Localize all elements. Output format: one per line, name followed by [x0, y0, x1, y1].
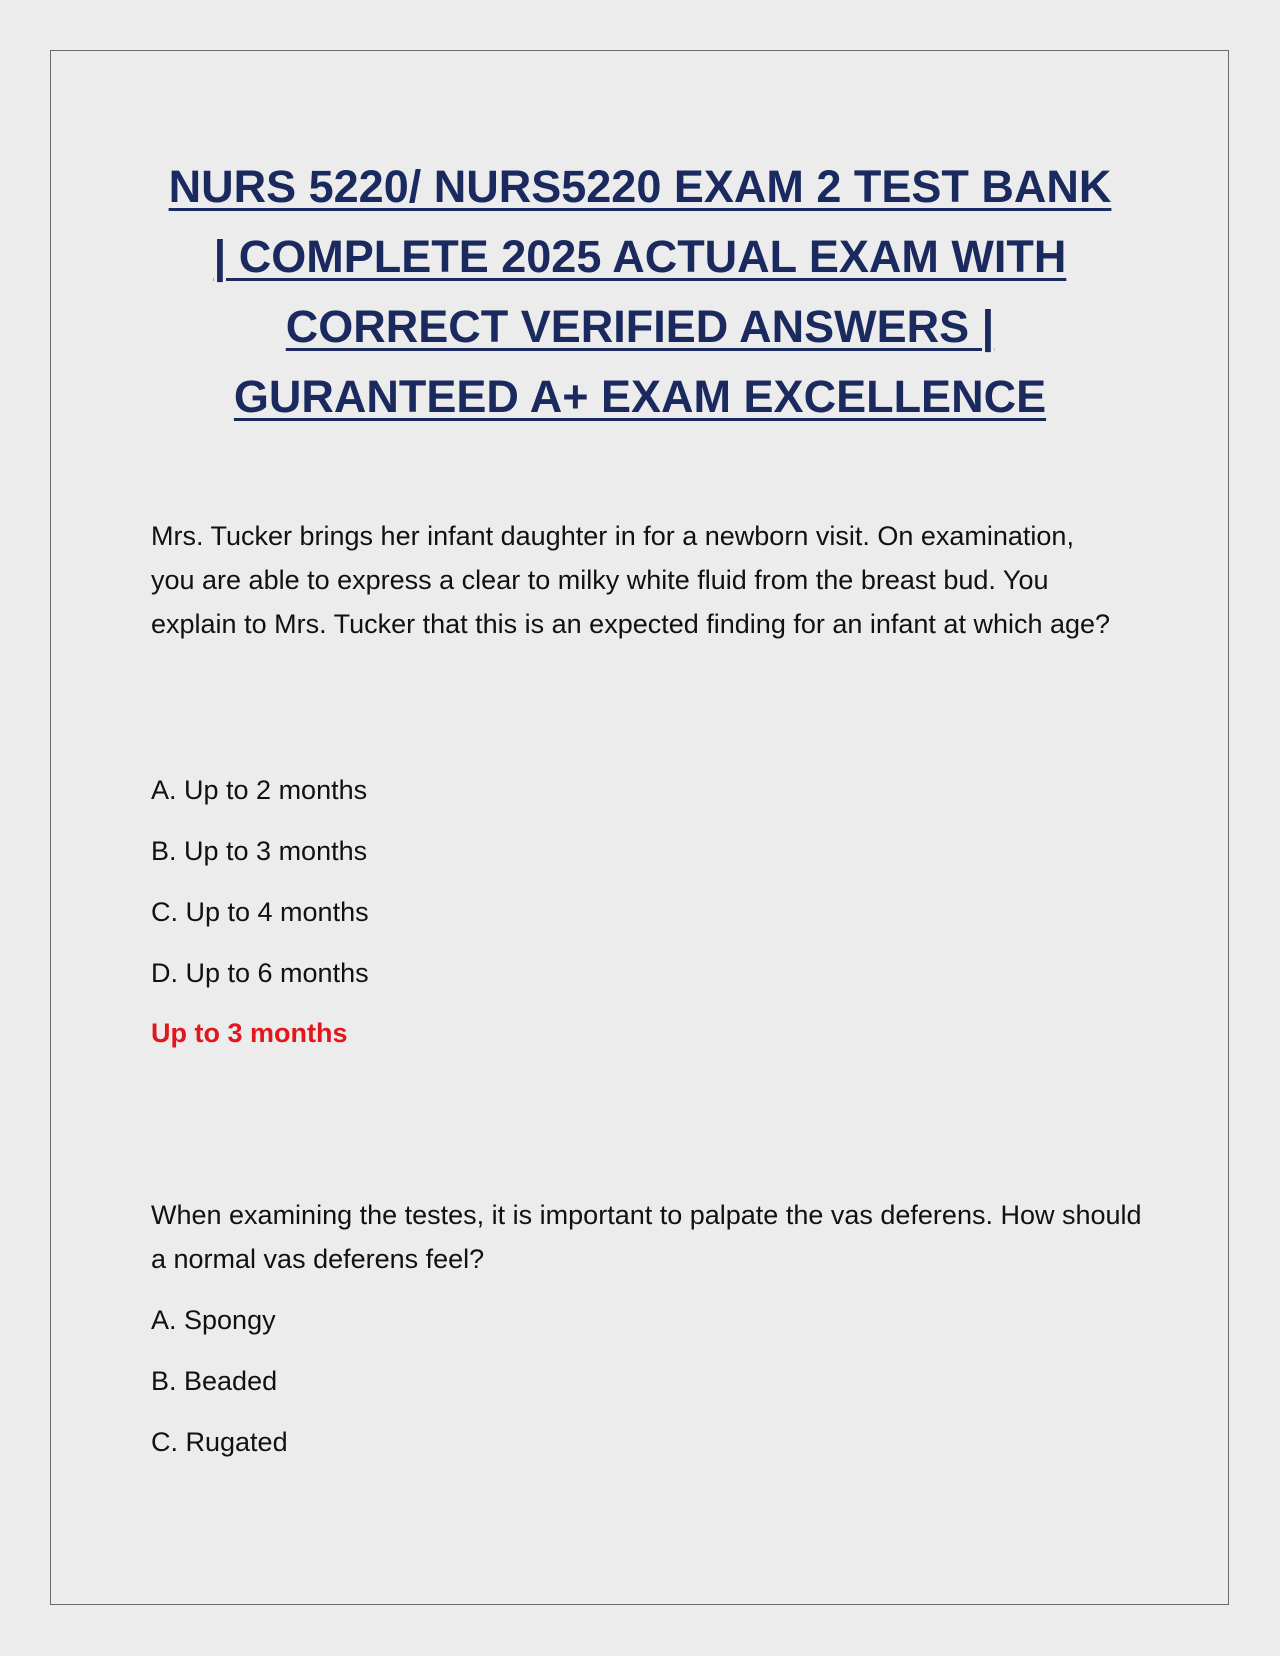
question-1-option-b: B. Up to 3 months [151, 836, 368, 866]
question-1-stem: Mrs. Tucker brings her infant daughter in for a newborn visit. On examination, you are able to express a clear to milky white fluid from the breast bud. You explain to Mrs. Tucker that this is an expected finding for an infant at which age? [151, 521, 1111, 639]
question-2-option-b: B. Beaded [151, 1366, 278, 1396]
question-2-stem: When examining the testes, it is important to palpate the vas deferens. How should a normal vas deferens feel? [151, 1200, 1142, 1274]
title-line-3: CORRECT VERIFIED ANSWERS | [285, 301, 995, 352]
question-2-options [151, 1290, 1151, 1473]
title-line-4: GURANTEED A+ EXAM EXCELLENCE [233, 371, 1047, 422]
title-line-1: NURS 5220/ NURS5220 EXAM 2 TEST BANK [168, 161, 1112, 212]
title-line-2: | COMPLETE 2025 ACTUAL EXAM WITH [213, 231, 1067, 282]
question-1-option-a: A. Up to 2 months [151, 775, 368, 805]
question-1-option-c: C. Up to 4 months [151, 897, 369, 927]
question-2-option-a: A. Spongy [151, 1305, 276, 1335]
document-title [100, 152, 1180, 432]
question-1-answer: Up to 3 months [151, 1018, 348, 1048]
question-2-option-c: C. Rugated [151, 1427, 288, 1457]
question-1-options [151, 760, 1151, 1004]
question-1-option-d: D. Up to 6 months [151, 958, 369, 988]
